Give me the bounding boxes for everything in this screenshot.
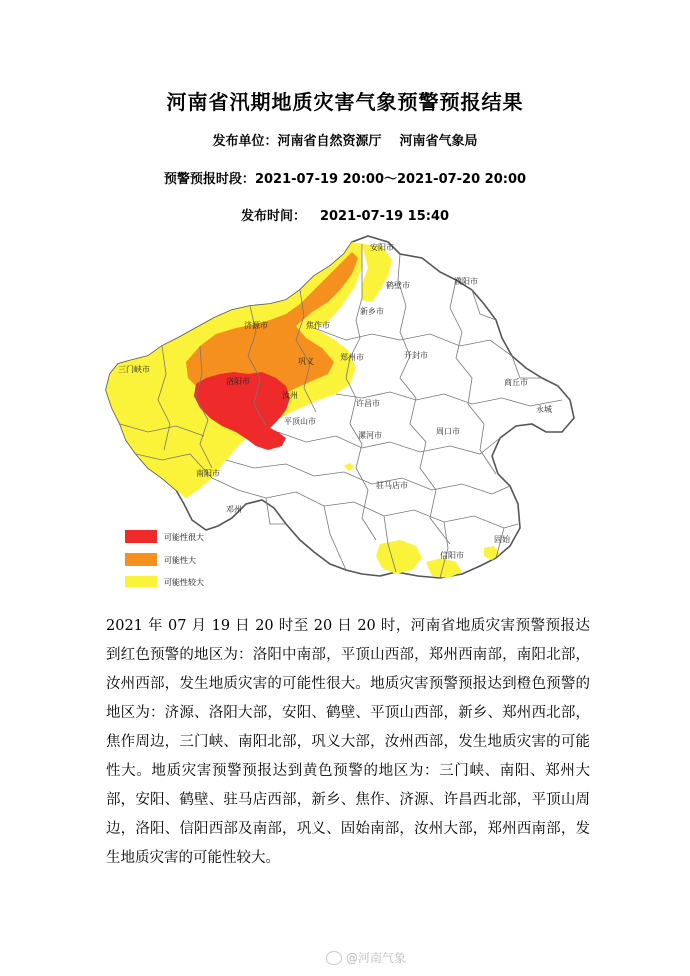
label-zhengzhou: 郑州市 bbox=[340, 353, 364, 362]
label-gongyi: 巩义 bbox=[298, 357, 314, 366]
forecast-period-line bbox=[0, 168, 690, 187]
legend-swatch-red bbox=[125, 530, 157, 543]
label-hebi: 鹤壁市 bbox=[386, 281, 410, 290]
page-title: 河南省汛期地质灾害气象预警预报结果 bbox=[166, 90, 524, 114]
publisher-org1: 河南省自然资源厅 bbox=[277, 134, 382, 149]
legend-label-orange: 可能性大 bbox=[164, 556, 196, 565]
label-xinyang: 信阳市 bbox=[440, 551, 464, 560]
watermark-text: @河南气象 bbox=[345, 951, 406, 965]
weibo-icon bbox=[326, 951, 342, 965]
label-nanyang: 南阳市 bbox=[196, 469, 220, 478]
pubtime-value: 2021-07-19 15:40 bbox=[319, 209, 450, 224]
label-jiaozuo: 焦作市 bbox=[306, 321, 330, 330]
publisher-label: 发布单位： bbox=[212, 134, 278, 149]
publisher-org2: 河南省气象局 bbox=[399, 134, 478, 149]
legend-label-yellow: 可能性较大 bbox=[164, 578, 204, 587]
label-luohe: 漯河市 bbox=[358, 431, 382, 440]
weibo-watermark bbox=[326, 949, 406, 966]
label-yongcheng: 永城 bbox=[536, 405, 552, 414]
publisher-line bbox=[0, 130, 690, 149]
label-xuchang: 许昌市 bbox=[356, 399, 380, 408]
period-value: 2021-07-19 20:00～2021-07-20 20:00 bbox=[254, 172, 527, 187]
label-zhumadian: 驻马店市 bbox=[376, 481, 408, 490]
label-zhoukou: 周口市 bbox=[436, 427, 460, 436]
label-dengzhou: 邓州 bbox=[226, 505, 242, 514]
label-shangqiu: 商丘市 bbox=[504, 378, 528, 387]
legend-swatch-orange bbox=[125, 553, 157, 566]
label-kaifeng: 开封市 bbox=[404, 351, 428, 360]
label-pingdingshan: 平顶山市 bbox=[284, 417, 316, 426]
label-jiyuan: 济源市 bbox=[244, 321, 268, 330]
warning-description: 2021 年 07 月 19 日 20 时至 20 日 20 时，河南省地质灾害预警预报达到红色预警的地区为：洛阳中南部，平顶山西部，郑州西南部，南阳北部，汝州西部，发生地质灾害的可能性很大。地质灾害预警预报达到橙色预警的地区为：济源、洛阳大部，安阳、鹤壁、平顶山西部，新乡、郑州西北部，焦作周边，三门峡、南阳北部，巩义大部，汝州西部，发生地质灾害的可能性大。地质灾害预警预报达到黄色预警的地区为：三门峡、南阳、郑州大部，安阳、鹤壁、驻马店西部，新乡、焦作、济源、许昌西北部，平顶山周边，洛阳、信阳西部及南部，巩义、固始南部，汝州大部，郑州西南部，发生地质灾害的可能性较大。 bbox=[106, 618, 590, 866]
legend-swatch-yellow bbox=[125, 576, 157, 587]
legend-label-red: 可能性很大 bbox=[164, 533, 204, 542]
henan-warning-map bbox=[100, 228, 590, 588]
pubtime-label: 发布时间： bbox=[240, 209, 306, 224]
label-sanmenxia: 三门峡市 bbox=[118, 365, 150, 374]
label-anyang: 安阳市 bbox=[370, 243, 394, 252]
publish-time-line bbox=[0, 205, 690, 224]
map-legend bbox=[125, 530, 204, 587]
period-label: 预警预报时段： bbox=[163, 172, 255, 187]
label-xinxiang: 新乡市 bbox=[360, 307, 384, 316]
label-ruzhou: 汝州 bbox=[282, 391, 298, 400]
label-gushi: 固始 bbox=[494, 535, 510, 544]
label-luoyang: 洛阳市 bbox=[226, 377, 250, 386]
label-puyang: 濮阳市 bbox=[454, 277, 478, 286]
